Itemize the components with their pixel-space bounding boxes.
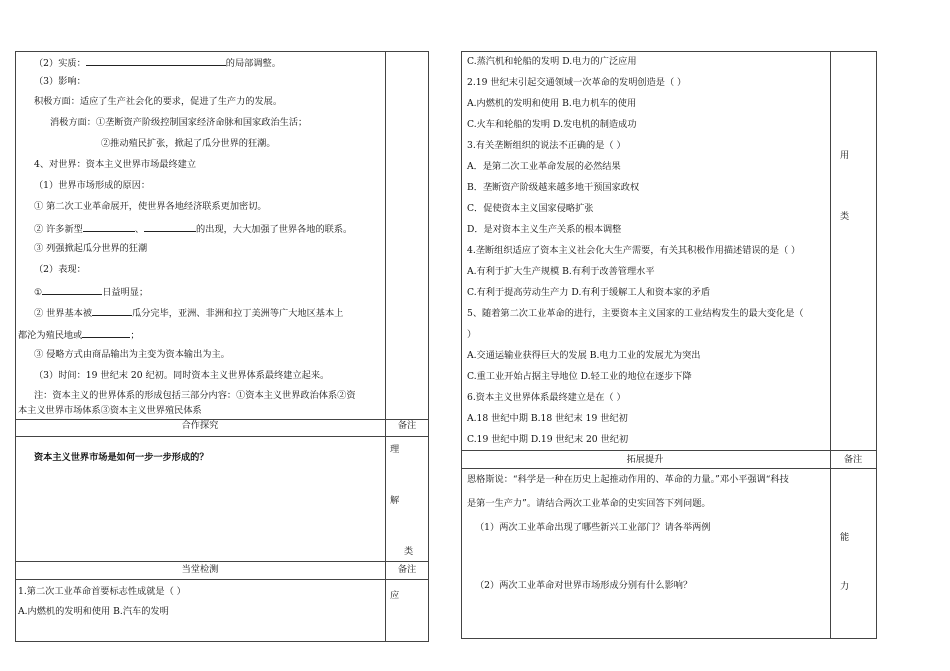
left-line-12: ① 日益明显； <box>34 287 149 298</box>
cooperate-question: 资本主义世界市场是如何一步一步形成的？ <box>34 452 209 463</box>
left-line-10: ③ 列强掀起瓜分世界的狂潮 <box>34 243 148 254</box>
section-title-extend: 拓展提升 <box>626 454 664 465</box>
side-label-li: 理 <box>390 444 400 455</box>
left-line-14: 都沦为殖民地或 ； <box>18 330 140 341</box>
left-line-9: ② 许多新型 、 的出现，大大加强了世界各地的联系。 <box>34 224 353 235</box>
right-line-10: 4.垄断组织适应了资本主义社会化大生产需要，有关其积极作用描述错误的是（ ） <box>467 245 801 256</box>
left-line-2: （3）影响： <box>34 76 86 87</box>
remark-label-left-2: 备注 <box>397 564 417 575</box>
right-line-16: C.重工业开始占据主导地位 D.轻工业的地位在逐步下降 <box>467 371 692 382</box>
right-line-17: 6.资本主义世界体系最终建立是在（ ） <box>467 392 626 403</box>
side-label-yong: 用 <box>840 150 850 161</box>
right-line-7: B．垄断资产阶级越来越多地干预国家政权 <box>467 182 640 193</box>
check-question-1-options: A.内燃机的发明和使用 B.汽车的发明 <box>18 606 169 617</box>
extend-question-2: （2）两次工业革命对世界市场形成分别有什么影响？ <box>475 580 693 591</box>
remark-label-left-1: 备注 <box>397 420 417 431</box>
left-line-11: （2）表现： <box>34 264 86 275</box>
right-line-19: C.19 世纪中期 D.19 世纪末 20 世纪初 <box>467 434 629 445</box>
side-label-jie: 解 <box>390 495 400 506</box>
left-line-15: ③ 侵略方式由商品输出为主变为资本输出为主。 <box>34 349 230 360</box>
left-line-7: （1）世界市场形成的原因： <box>34 180 151 191</box>
right-line-15: A.交通运输业获得巨大的发展 B.电力工业的发展尤为突出 <box>467 350 701 361</box>
right-line-5: 3.有关垄断组织的说法不正确的是（ ） <box>467 140 626 151</box>
left-line-18: 本主义世界市场体系③资本主义世界殖民体系 <box>18 405 202 416</box>
right-line-8: C．促使资本主义国家侵略扩张 <box>467 203 594 214</box>
remark-label-right: 备注 <box>843 454 863 465</box>
left-line-16: （3）时间：19 世纪末 20 纪初。同时资本主义世界体系最终建立起来。 <box>34 370 330 381</box>
left-line-17: 注：资本主义的世界体系的形成包括三部分内容：①资本主义世界政治体系②资 <box>34 390 356 401</box>
right-line-3: A.内燃机的发明和使用 B.电力机车的使用 <box>467 98 637 109</box>
right-line-18: A.18 世纪中期 B.18 世纪末 19 世纪初 <box>467 413 628 424</box>
left-line-1: （2）实质： 的局部调整。 <box>34 58 281 69</box>
right-line-1: C.蒸汽机和轮船的发明 D.电力的广泛应用 <box>467 56 637 67</box>
extend-intro-line-1: 恩格斯说：“科学是一种在历史上起推动作用的、革命的力量。”邓小平强调“科技 <box>467 474 789 485</box>
right-line-4: C.火车和轮船的发明 D.发电机的制造成功 <box>467 119 637 130</box>
side-label-lei: 类 <box>404 546 414 557</box>
left-line-6: 4、对世界：资本主义世界市场最终建立 <box>34 159 197 170</box>
side-label-neng: 能 <box>840 532 850 543</box>
right-line-13: 5、随着第二次工业革命的进行，主要资本主义国家的工业结构发生的最大变化是（ <box>467 308 804 319</box>
right-line-2: 2.19 世纪末引起交通领域一次革命的发明创造是（ ） <box>467 77 687 88</box>
extend-question-1: （1）两次工业革命出现了哪些新兴工业部门？请各举两例 <box>475 522 711 533</box>
check-question-1: 1.第二次工业革命首要标志性成就是（ ） <box>18 586 186 597</box>
right-line-12: C.有利于提高劳动生产力 D.有利于缓解工人和资本家的矛盾 <box>467 287 711 298</box>
right-line-14: ） <box>467 329 477 340</box>
right-line-9: D．是对资本主义生产关系的根本调整 <box>467 224 622 235</box>
left-line-8: ① 第二次工业革命展开，使世界各地经济联系更加密切。 <box>34 201 267 212</box>
left-line-5: ②推动殖民扩张，掀起了瓜分世界的狂潮。 <box>101 138 276 149</box>
section-title-check: 当堂检测 <box>181 564 219 575</box>
right-line-6: A．是第二次工业革命发展的必然结果 <box>467 161 621 172</box>
side-label-ying: 应 <box>390 590 400 601</box>
side-label-lei-right: 类 <box>840 211 850 222</box>
left-line-13: ② 世界基本被 瓜分完毕，亚洲、非洲和拉丁美洲等广大地区基本上 <box>34 308 344 319</box>
right-line-11: A.有利于扩大生产规模 B.有利于改善管理水平 <box>467 266 655 277</box>
extend-intro-line-2: 是第一生产力”。请结合两次工业革命的史实回答下列问题。 <box>467 498 711 509</box>
section-title-cooperate: 合作探究 <box>181 420 219 431</box>
left-line-4: 消极方面：①垄断资产阶级控制国家经济命脉和国家政治生活； <box>50 117 308 128</box>
left-line-3: 积极方面：适应了生产社会化的要求，促进了生产力的发展。 <box>34 96 283 107</box>
side-label-li-right: 力 <box>840 581 850 592</box>
